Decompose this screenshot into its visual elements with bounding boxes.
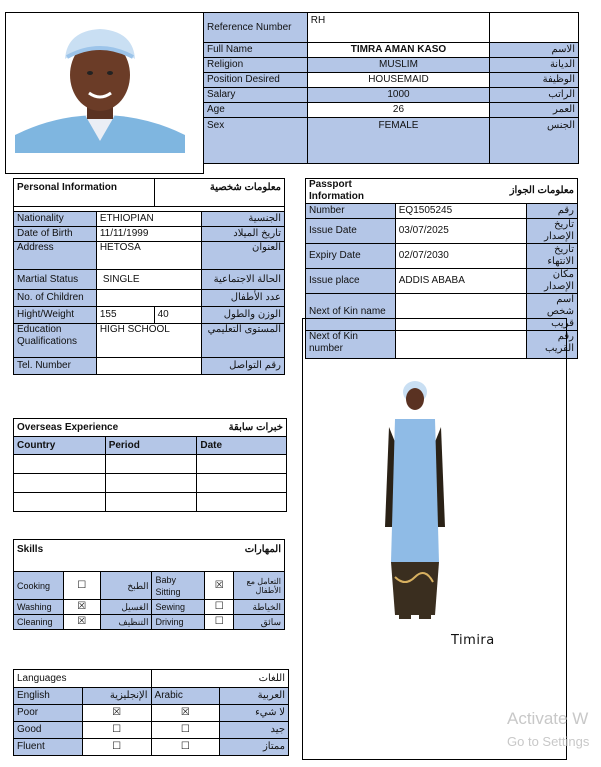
overseas-title: Overseas Experience	[14, 419, 197, 437]
kin-number-ar: رقم القريب	[527, 331, 578, 359]
skill-driving-checkbox[interactable]: ☐	[205, 615, 234, 630]
overseas-col-date: Date	[197, 437, 287, 455]
portrait-photo	[15, 23, 185, 153]
lang-arabic-label: Arabic	[151, 688, 220, 705]
nationality-value: ETHIOPIAN	[96, 212, 202, 227]
expiry-date-ar: تاريخ الانتهاء	[527, 244, 578, 269]
children-value	[96, 290, 202, 307]
full-name-label: Full Name	[204, 43, 308, 58]
passport-number-label: Number	[306, 204, 396, 219]
expiry-date-value: 02/07/2030	[395, 244, 526, 269]
edu-label: Education Qualifications	[14, 324, 97, 358]
sex-label: Sex	[204, 118, 308, 164]
skill-driving-ar: سائق	[234, 615, 285, 630]
skills-title-ar: المهارات	[152, 540, 285, 572]
overseas-cell	[105, 455, 197, 474]
skill-cleaning-label: Cleaning	[14, 615, 64, 630]
languages-table	[13, 669, 289, 756]
issue-date-ar: تاريخ الإصدار	[527, 219, 578, 244]
personal-info-table	[13, 178, 285, 375]
position-ar: الوظيفة	[490, 73, 579, 88]
skill-cooking-ar: الطبخ	[100, 572, 152, 600]
dob-ar: تاريخ الميلاد	[202, 227, 285, 242]
overseas-cell	[105, 474, 197, 493]
activation-watermark-title: Activate W	[507, 709, 589, 728]
address-label: Address	[14, 242, 97, 270]
lang-level-poor: Poor	[14, 705, 83, 722]
children-ar: عدد الأطفال	[202, 290, 285, 307]
passport-number-ar: رقم	[527, 204, 578, 219]
kin-name-label: Next of Kin name	[306, 294, 396, 331]
dob-label: Date of Birth	[14, 227, 97, 242]
skill-cooking-label: Cooking	[14, 572, 64, 600]
kin-number-label: Next of Kin number	[306, 331, 396, 359]
children-label: No. of Children	[14, 290, 97, 307]
age-value: 26	[307, 103, 489, 118]
skills-title: Skills	[14, 540, 152, 572]
nationality-ar: الجنسية	[202, 212, 285, 227]
hw-label: Hight/Weight	[14, 307, 97, 324]
skill-washing-label: Washing	[14, 600, 64, 615]
address-ar: العنوان	[202, 242, 285, 270]
portrait-photo-frame	[5, 12, 204, 174]
religion-value: MUSLIM	[307, 58, 489, 73]
header-info-table	[203, 12, 579, 164]
issue-place-value: ADDIS ABABA	[395, 269, 526, 294]
sex-value: FEMALE	[307, 118, 489, 164]
languages-title-ar: اللغات	[151, 670, 288, 688]
salary-label: Salary	[204, 88, 308, 103]
skill-driving-label: Driving	[152, 615, 205, 630]
edu-value: HIGH SCHOOL	[96, 324, 202, 358]
tel-label: Tel. Number	[14, 358, 97, 375]
salary-value: 1000	[307, 88, 489, 103]
arabic-good-checkbox[interactable]: ☐	[151, 722, 220, 739]
overseas-col-country: Country	[14, 437, 106, 455]
tel-value	[96, 358, 202, 375]
reference-ar	[490, 13, 579, 43]
skill-sewing-checkbox[interactable]: ☐	[205, 600, 234, 615]
issue-place-label: Issue place	[306, 269, 396, 294]
passport-title-ar: معلومات الجواز	[395, 179, 577, 204]
reference-label: Reference Number	[204, 13, 308, 43]
lang-level-fluent: Fluent	[14, 739, 83, 756]
skill-babysitting-ar: التعامل مع الأطفال	[234, 572, 285, 600]
overseas-cell	[14, 493, 106, 512]
overseas-cell	[197, 474, 287, 493]
hw-ar: الوزن والطول	[202, 307, 285, 324]
tel-ar: رقم التواصل	[202, 358, 285, 375]
skill-cleaning-ar: التنظيف	[100, 615, 152, 630]
english-poor-checkbox[interactable]: ☒	[82, 705, 151, 722]
nationality-label: Nationality	[14, 212, 97, 227]
religion-label: Religion	[204, 58, 308, 73]
lang-english-ar: الإنجليزية	[82, 688, 151, 705]
marital-ar: الحالة الاجتماعية	[202, 270, 285, 290]
position-value: HOUSEMAID	[307, 73, 489, 88]
dob-value: 11/11/1999	[96, 227, 202, 242]
age-ar: العمر	[490, 103, 579, 118]
english-fluent-checkbox[interactable]: ☐	[82, 739, 151, 756]
photo-caption: Timira	[451, 633, 495, 648]
skill-sewing-ar: الخياطة	[234, 600, 285, 615]
edu-ar: المستوى التعليمي	[202, 324, 285, 358]
issue-date-label: Issue Date	[306, 219, 396, 244]
expiry-date-label: Expiry Date	[306, 244, 396, 269]
arabic-fluent-checkbox[interactable]: ☐	[151, 739, 220, 756]
personal-title-ar: معلومات شخصية	[154, 179, 284, 207]
full-name-value: TIMRA AMAN KASO	[307, 43, 489, 58]
skill-washing-checkbox[interactable]: ☒	[63, 600, 100, 615]
full-name-ar: الاسم	[490, 43, 579, 58]
skill-babysitting-checkbox[interactable]: ☒	[205, 572, 234, 600]
skill-sewing-label: Sewing	[152, 600, 205, 615]
lang-level-poor-ar: لا شيء	[220, 705, 289, 722]
lang-level-good-ar: جيد	[220, 722, 289, 739]
arabic-poor-checkbox[interactable]: ☒	[151, 705, 220, 722]
marital-label: Martial Status	[14, 270, 97, 290]
personal-title: Personal Information	[14, 179, 155, 207]
religion-ar: الديانة	[490, 58, 579, 73]
lang-level-fluent-ar: ممتاز	[220, 739, 289, 756]
overseas-cell	[14, 455, 106, 474]
salary-ar: الراتب	[490, 88, 579, 103]
overseas-cell	[197, 493, 287, 512]
overseas-title-ar: خبرات سابقة	[197, 419, 287, 437]
issue-place-ar: مكان الإصدار	[527, 269, 578, 294]
overseas-cell	[197, 455, 287, 474]
weight-value: 40	[154, 307, 202, 324]
passport-number-value: EQ1505245	[395, 204, 526, 219]
position-label: Position Desired	[204, 73, 308, 88]
passport-title: Passport Information	[306, 179, 396, 204]
lang-level-good: Good	[14, 722, 83, 739]
overseas-table	[13, 418, 287, 512]
skill-cleaning-checkbox[interactable]: ☒	[63, 615, 100, 630]
height-value: 155	[96, 307, 154, 324]
lang-arabic-ar: العربية	[220, 688, 289, 705]
marital-value: SINGLE	[96, 270, 202, 290]
overseas-cell	[105, 493, 197, 512]
activation-watermark-subtitle: Go to Settings	[507, 734, 590, 749]
overseas-col-period: Period	[105, 437, 197, 455]
english-good-checkbox[interactable]: ☐	[82, 722, 151, 739]
skill-washing-ar: الغسيل	[100, 600, 152, 615]
skill-cooking-checkbox[interactable]: ☐	[63, 572, 100, 600]
overseas-cell	[14, 474, 106, 493]
lang-english-label: English	[14, 688, 83, 705]
kin-name-ar: اسم شخص قريب	[527, 294, 578, 331]
full-body-photo	[375, 377, 455, 627]
age-label: Age	[204, 103, 308, 118]
skills-table	[13, 539, 285, 630]
languages-title: Languages	[14, 670, 152, 688]
reference-value: RH	[307, 13, 489, 43]
address-value: HETOSA	[96, 242, 202, 270]
skill-babysitting-label: Baby Sitting	[152, 572, 205, 600]
sex-ar: الجنس	[490, 118, 579, 164]
full-body-photo-frame	[302, 318, 567, 760]
issue-date-value: 03/07/2025	[395, 219, 526, 244]
